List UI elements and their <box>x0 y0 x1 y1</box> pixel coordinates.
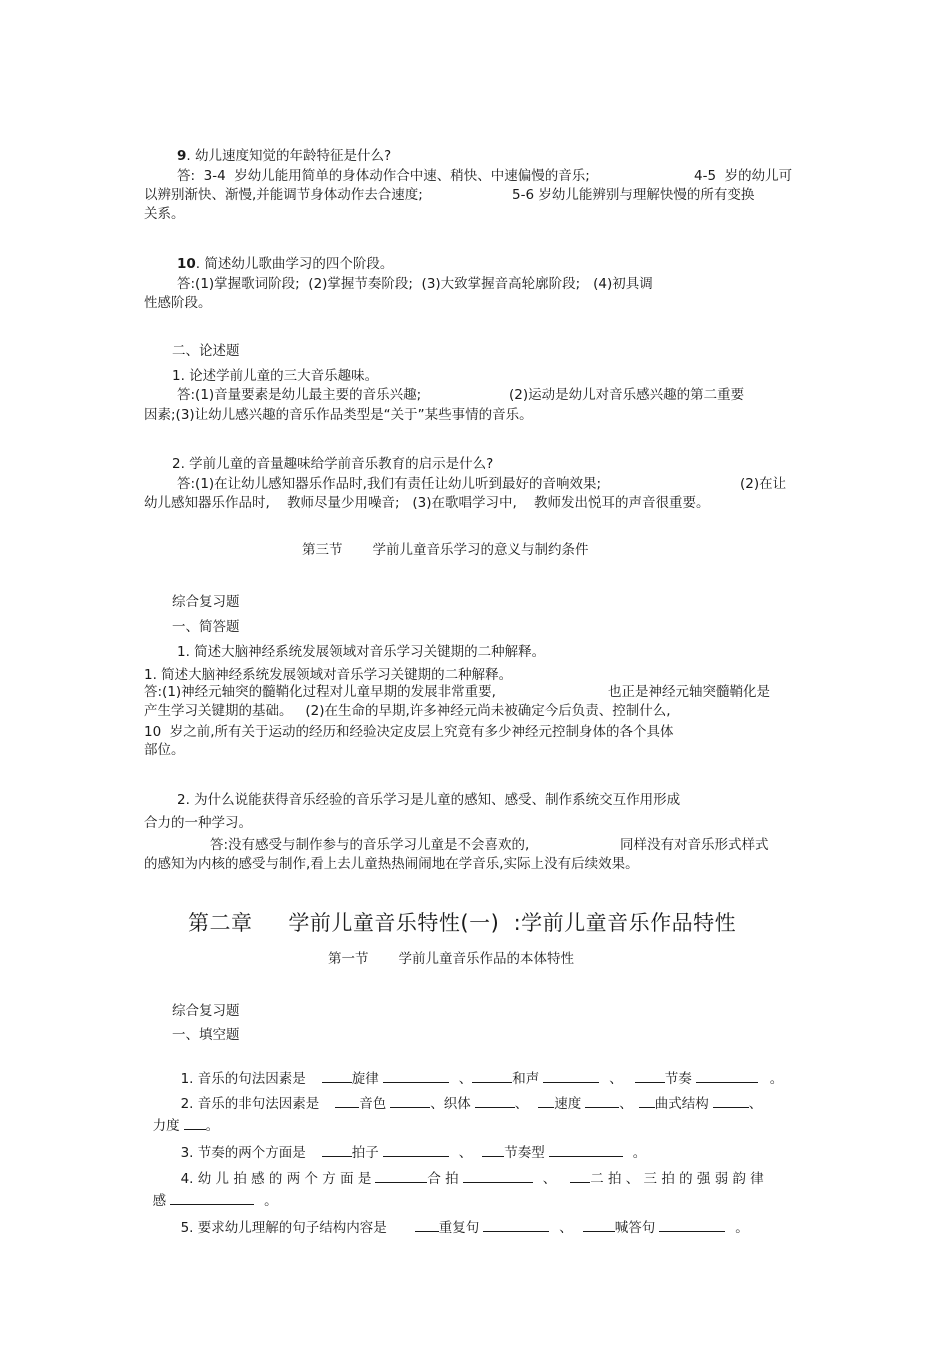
answer-line: 部位。 <box>144 742 185 758</box>
answer-line: 因素;(3)让幼儿感兴趣的音乐作品类型是“关于”某些事情的音乐。 <box>144 407 533 423</box>
essay-heading: 二、论述题 <box>172 343 240 359</box>
fill-heading: 一、填空题 <box>172 1027 240 1043</box>
question-number: 9 <box>177 148 187 164</box>
blank <box>570 1170 590 1183</box>
answer-text: 关系。 <box>144 206 185 222</box>
fill-answer: 喊答句 <box>614 1220 656 1236</box>
blank <box>375 1170 427 1183</box>
answer-line <box>177 276 653 292</box>
separator: 、 <box>514 1096 529 1112</box>
answer-line <box>144 206 185 222</box>
section-title: 第三节 学前儿童音乐学习的意义与制约条件 <box>302 542 589 558</box>
answer-line <box>694 168 792 184</box>
fill-answer: 和声 <box>512 1071 540 1087</box>
blank <box>639 1095 655 1108</box>
answer-line: 的感知为内核的感受与制作,看上去儿童热热闹闹地在学音乐,实际上没有后续效果。 <box>144 856 639 872</box>
answer-text: 4-5 岁的幼儿可 <box>694 168 793 184</box>
separator: 、 <box>619 1096 633 1112</box>
fill-answer: 曲式结构 <box>654 1096 709 1112</box>
blank <box>335 1095 359 1108</box>
answer-line: 也正是神经元轴突髓鞘化是 <box>608 684 770 700</box>
fill-answer: 感 <box>152 1193 167 1209</box>
fill-lead: 4. 幼 儿 拍 感 的 两 个 方 面 是 <box>180 1171 372 1187</box>
answer-text: 答:(1)掌握歌词阶段; (2)掌握节奏阶段; (3)大致掌握音高轮廓阶段; (4)初具调 <box>177 276 653 292</box>
fill-answer: 、织体 <box>430 1096 471 1112</box>
answer-line: 幼儿感知器乐作品时, 教师尽量少用噪音; (3)在歌唱学习中, 教师发出悦耳的声音很重要。 <box>144 495 710 511</box>
blank <box>415 1219 439 1232</box>
fill-item-5 <box>172 1203 749 1236</box>
blank <box>390 1095 430 1108</box>
answer-line <box>144 295 212 311</box>
fill-answer: 节奏 <box>664 1071 692 1087</box>
period: 。 <box>735 1220 749 1236</box>
answer-line: 同样没有对音乐形式样式 <box>620 837 769 853</box>
blank <box>463 1170 533 1183</box>
short-question-1-duplicate: 1. 简述大脑神经系统发展领域对音乐学习关键期的二种解释。 <box>144 667 513 683</box>
answer-line <box>512 187 754 203</box>
fill-answer: 合 拍 <box>427 1171 459 1187</box>
answer-line: 10 岁之前,所有关于运动的经历和经验决定皮层上究竟有多少神经元控制身体的各个具体 <box>144 724 674 740</box>
period: 。 <box>632 1145 647 1161</box>
fill-lead: 1. 音乐的句法因素是 <box>180 1071 306 1087</box>
fill-answer: 旋律 <box>351 1071 379 1087</box>
blank <box>585 1095 619 1108</box>
fill-answer: 速度 <box>554 1096 582 1112</box>
separator: 、 <box>458 1071 473 1087</box>
fill-answer: 拍子 <box>351 1145 379 1161</box>
question-10 <box>177 256 393 272</box>
blank <box>659 1219 725 1232</box>
separator: 、 <box>559 1220 573 1236</box>
chapter-title: 第二章 学前儿童音乐特性(一) :学前儿童音乐作品特性 <box>188 911 737 935</box>
fill-answer: 重复句 <box>438 1220 480 1236</box>
answer-line: (2)运动是幼儿对音乐感兴趣的第二重要 <box>509 387 745 403</box>
answer-line <box>144 187 423 203</box>
essay-question-1: 1. 论述学前儿童的三大音乐趣味。 <box>172 368 379 384</box>
period: 。 <box>205 1118 220 1134</box>
answer-line <box>177 168 590 184</box>
question-number: 10 <box>177 256 196 272</box>
answer-line: 答:(1)神经元轴突的髓鞘化过程对儿童早期的发展非常重要, <box>144 684 496 700</box>
answer-text: 5-6 岁幼儿能辨别与理解快慢的所有变换 <box>512 187 755 203</box>
separator: 、 <box>458 1145 473 1161</box>
separator: 、 <box>542 1171 557 1187</box>
blank <box>583 1219 615 1232</box>
review-heading: 综合复习题 <box>172 1003 240 1019</box>
blank <box>713 1095 749 1108</box>
fill-answer: 力度 <box>152 1118 180 1134</box>
fill-answer: 二 拍 、 三 拍 的 强 弱 韵 律 <box>590 1171 764 1187</box>
short-answer-heading: 一、简答题 <box>172 619 240 635</box>
answer-text: 以辨别渐快、渐慢,并能调节身体动作去合速度; <box>144 187 423 203</box>
question-text: . 幼儿速度知觉的年龄特征是什么? <box>186 148 392 164</box>
separator: 、 <box>609 1071 623 1087</box>
review-heading: 综合复习题 <box>172 594 240 610</box>
answer-line: 答:没有感受与制作参与的音乐学习儿童是不会喜欢的, <box>210 837 530 853</box>
fill-lead: 2. 音乐的非句法因素是 <box>180 1096 320 1112</box>
answer-line: 产生学习关键期的基础。 (2)在生命的早期,许多神经元尚未被确定今后负责、控制什么, <box>144 703 671 719</box>
blank <box>475 1095 515 1108</box>
fill-item-2 <box>172 1079 762 1112</box>
fill-lead: 5. 要求幼儿理解的句子结构内容是 <box>180 1220 387 1236</box>
short-question-1: 1. 简述大脑神经系统发展领域对音乐学习关键期的二种解释。 <box>177 644 546 660</box>
period: 。 <box>264 1193 278 1209</box>
fill-answer: 音色 <box>359 1096 387 1112</box>
fill-answer: 节奏型 <box>504 1145 545 1161</box>
answer-line: (2)在让 <box>740 476 787 492</box>
blank <box>538 1095 554 1108</box>
separator: 、 <box>748 1096 763 1112</box>
question-9 <box>177 148 391 164</box>
answer-text: 性感阶段。 <box>144 295 212 311</box>
answer-text: 答: 3-4 岁幼儿能用简单的身体动作合中速、稍快、中速偏慢的音乐; <box>177 168 590 184</box>
short-question-2: 2. 为什么说能获得音乐经验的音乐学习是儿童的感知、感受、制作系统交互作用形成 <box>177 792 681 808</box>
essay-question-2: 2. 学前儿童的音量趣味给学前音乐教育的启示是什么? <box>172 456 494 472</box>
section-title: 第一节 学前儿童音乐作品的本体特性 <box>328 951 575 967</box>
short-question-2-cont: 合力的一种学习。 <box>144 815 252 831</box>
blank <box>483 1219 549 1232</box>
period: 。 <box>769 1071 784 1087</box>
question-text: . 简述幼儿歌曲学习的四个阶段。 <box>195 256 394 272</box>
fill-lead: 3. 节奏的两个方面是 <box>180 1145 306 1161</box>
answer-line: 答:(1)音量要素是幼儿最主要的音乐兴趣; <box>177 387 422 403</box>
answer-line: 答:(1)在让幼儿感知器乐作品时,我们有责任让幼儿听到最好的音响效果; <box>177 476 602 492</box>
